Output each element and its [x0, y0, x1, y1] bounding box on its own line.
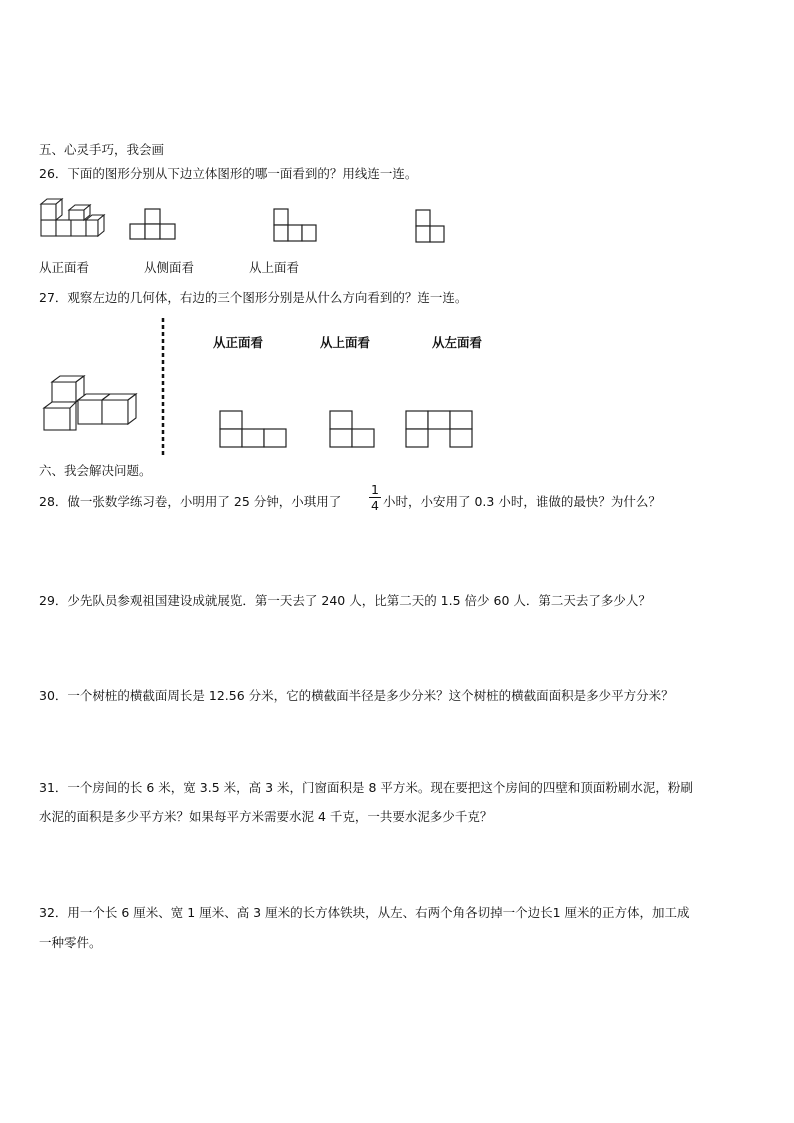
- section-six-title: 六、我会解决问题。: [39, 463, 152, 478]
- q27-view-shape-2: [330, 411, 380, 451]
- question-28-text-part2: 小时，小安用了 0.3 小时，谁做的最快？为什么？: [383, 494, 661, 509]
- q27-view-shape-1: [220, 411, 290, 451]
- question-29-text: 29．少先队员参观祖国建设成就展览．第一天去了 240 人，比第二天的 1.5 倍少 60 人．第二天去了多少人？: [39, 593, 651, 608]
- q27-header-top: 从上面看: [320, 335, 371, 350]
- question-26-text: 26．下面的图形分别从下边立体图形的哪一面看到的？用线连一连。: [39, 166, 418, 181]
- q26-solid-figure: [39, 196, 109, 246]
- q28-fraction-denominator: 4: [371, 498, 379, 513]
- q27-dashed-divider: [160, 318, 166, 458]
- q27-header-front: 从正面看: [213, 335, 264, 350]
- q26-view-shape-1: [130, 207, 180, 247]
- question-31-line2: 水泥的面积是多少平方米？如果每平方米需要水泥 4 千克，一共要水泥多少千克？: [39, 809, 493, 824]
- question-32-line1: 32．用一个长 6 厘米、宽 1 厘米、高 3 厘米的长方体铁块，从左、右两个角各切掉一个边长1 厘米的正方体，加工成: [39, 905, 690, 920]
- q28-fraction-numerator: 1: [371, 482, 379, 497]
- question-30-text: 30．一个树桩的横截面周长是 12.56 分米，它的横截面半径是多少分米？这个树桩的横截面面积是多少平方分米？: [39, 688, 674, 703]
- question-27-text: 27．观察左边的几何体，右边的三个图形分别是从什么方向看到的？连一连。: [39, 290, 468, 305]
- question-28-text-part1: 28．做一张数学练习卷，小明用了 25 分钟，小琪用了: [39, 494, 342, 509]
- section-five-title: 五、心灵手巧，我会画: [39, 142, 165, 157]
- q26-view-shape-3: [416, 210, 456, 250]
- q28-fraction: [369, 483, 381, 512]
- question-32-line2: 一种零件。: [39, 935, 102, 950]
- q26-caption-front: 从正面看: [39, 260, 90, 275]
- q27-view-shape-3: [406, 411, 476, 451]
- question-31-line1: 31．一个房间的长 6 米，宽 3.5 米，高 3 米，门窗面积是 8 平方米。现在要把这个房间的四壁和顶面粉刷水泥，粉刷: [39, 780, 693, 795]
- q26-view-shape-2: [274, 209, 324, 249]
- q27-header-left: 从左面看: [432, 335, 483, 350]
- q26-caption-side: 从侧面看: [144, 260, 195, 275]
- q26-caption-top: 从上面看: [249, 260, 300, 275]
- q27-solid-figure: [40, 372, 150, 442]
